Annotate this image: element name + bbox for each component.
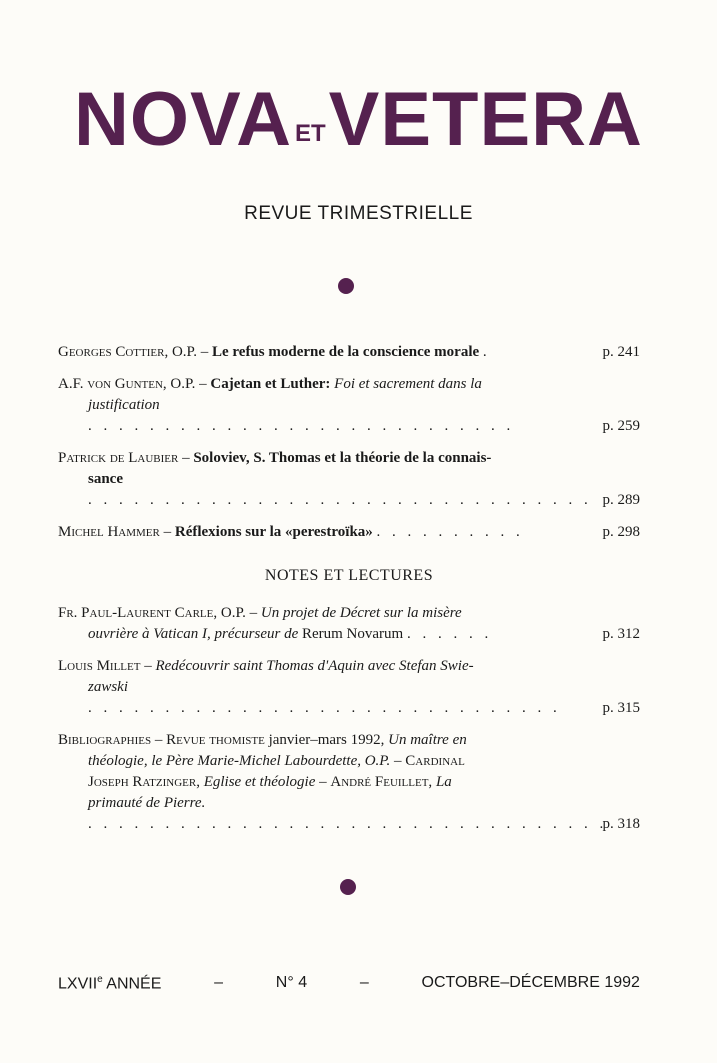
entry-author: Fr. Paul-Laurent Carle, O.P. –: [58, 605, 258, 621]
divider-dot-icon: [340, 879, 356, 895]
footer-year-sup: e: [97, 974, 103, 985]
entry-item: Un maître en: [388, 732, 467, 748]
notes-entry: [58, 656, 640, 719]
entry-title-italic: Foi et sacrement dans la: [334, 376, 482, 392]
footer-separator: –: [359, 974, 369, 991]
section-heading: NOTES ET LECTURES: [264, 567, 434, 584]
entry-page: p. 259: [602, 418, 640, 434]
entry-leader: . . . . . . . . . . . . . . . . . . . . . . . . . . . . . . . . . .: [88, 816, 608, 832]
entry-page: p. 312: [602, 626, 640, 642]
entry-title-cont: justification: [88, 397, 160, 413]
entry-journal: Revue thomiste: [166, 732, 265, 748]
entry-leader: .: [482, 344, 487, 360]
entry-date: janvier–mars 1992,: [268, 732, 385, 748]
entry-author: A.F. von Gunten, O.P. –: [58, 376, 207, 392]
journal-title: [0, 77, 717, 162]
title-et: ET: [294, 120, 326, 147]
entry-author: Michel Hammer –: [58, 524, 172, 540]
entry-page: p. 241: [602, 344, 640, 360]
footer-year-word: ANNÉE: [106, 975, 162, 993]
entry-title: Cajetan et Luther:: [210, 376, 331, 392]
footer-year: [58, 974, 161, 993]
title-nova: NOVA: [74, 77, 292, 162]
toc-entry: [58, 522, 640, 543]
entry-lead: Bibliographies: [58, 732, 152, 748]
entry-item-cont: théologie, le Père Marie-Michel Labourdette, O.P.: [88, 753, 391, 769]
entry-author-cont: Joseph Ratzinger,: [88, 774, 200, 790]
toc-entry: [58, 342, 640, 363]
entry-leader: . . . . . . . . . . . . . . . . . . . . . . . . . . . .: [88, 418, 515, 434]
entry-leader: . . . . . .: [406, 626, 493, 642]
entry-dash: –: [154, 732, 163, 748]
entry-title-roman: Rerum Novarum: [301, 626, 404, 642]
entry-title-cont: ouvrière à Vatican I, précurseur de: [88, 626, 299, 642]
entry-page: p. 298: [602, 524, 640, 540]
entry-title-cont: sance: [88, 471, 123, 487]
entry-title-cont: zawski: [88, 679, 129, 695]
entry-dash: –: [394, 753, 402, 769]
entry-page: p. 318: [602, 816, 640, 832]
entry-title-italic: Redécouvrir saint Thomas d'Aquin avec Stefan Swie-: [155, 658, 474, 674]
entry-author: André Feuillet,: [330, 774, 433, 790]
entry-item: La: [435, 774, 452, 790]
entry-page: p. 315: [602, 700, 640, 716]
entry-leader: . . . . . . . . . . . . . . . . . . . . . . . . . . . . . . . . .: [88, 492, 592, 508]
entry-item: Eglise et théologie: [203, 774, 316, 790]
journal-subtitle: REVUE TRIMESTRIELLE: [244, 203, 473, 224]
notes-entry: [58, 730, 640, 835]
entry-title-italic: Un projet de Décret sur la misère: [260, 605, 462, 621]
entry-author: Cardinal: [405, 753, 465, 769]
entry-author: Louis Millet –: [58, 658, 152, 674]
entry-page: p. 289: [602, 492, 640, 508]
entry-item-cont: primauté de Pierre.: [88, 795, 206, 811]
footer-year-number: LXVII: [58, 975, 98, 993]
toc-entry: [58, 448, 640, 511]
footer-issue: N° 4: [275, 974, 308, 991]
entry-title: Réflexions sur la «perestroïka»: [174, 524, 373, 540]
entry-title: Le refus moderne de la conscience morale: [211, 344, 480, 360]
notes-entry: [58, 603, 640, 645]
entry-author: Georges Cottier, O.P. –: [58, 344, 209, 360]
toc-entry: [58, 374, 640, 437]
table-of-contents: [58, 342, 640, 846]
entry-dash: –: [319, 774, 327, 790]
entry-leader: . . . . . . . . . . . . . . . . . . . . . . . . . . . . . . .: [88, 700, 561, 716]
footer-separator: –: [214, 974, 224, 991]
entry-author: Patrick de Laubier –: [58, 450, 190, 466]
divider-dot-icon: [338, 278, 354, 294]
entry-leader: . . . . . . . . . .: [376, 524, 524, 540]
title-vetera: VETERA: [328, 77, 643, 162]
entry-title: Soloviev, S. Thomas et la théorie de la connais-: [193, 450, 492, 466]
footer-period: OCTOBRE–DÉCEMBRE 1992: [421, 974, 640, 991]
issue-footer: [58, 974, 640, 993]
